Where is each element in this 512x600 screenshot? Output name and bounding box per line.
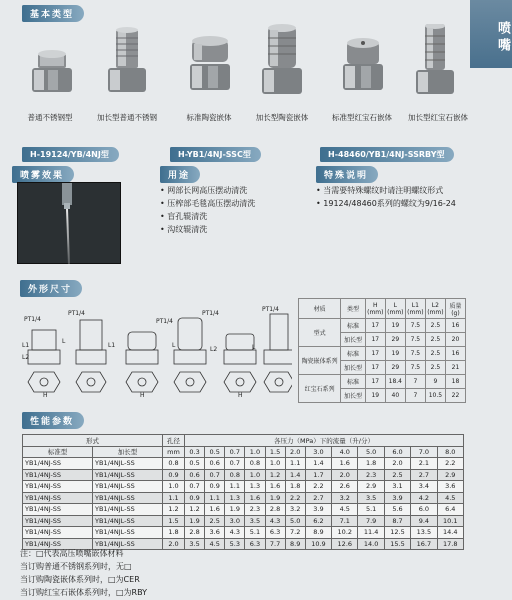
dim-label-h: H	[43, 392, 48, 399]
flow-cell: 2.9	[437, 469, 463, 481]
flow-cell: 6.3	[245, 538, 265, 550]
flow-cell: 3.5	[185, 538, 205, 550]
table-cell: 7.5	[405, 319, 425, 333]
pressure-col-header: 1.5	[265, 446, 285, 458]
table-cell: 40	[385, 389, 405, 403]
flow-cell: 1.9	[225, 504, 245, 516]
table-cell: 21	[445, 361, 465, 375]
table-cell: 2.5	[425, 333, 445, 347]
table-cell: 18	[445, 375, 465, 389]
flow-cell: 1.8	[358, 458, 384, 470]
flow-cell: 4.2	[411, 492, 437, 504]
flow-cell: 13.5	[411, 527, 437, 539]
table-cell: 7	[405, 389, 425, 403]
std-model-cell: YB1/4NJ-SS	[23, 538, 93, 550]
performance-heading: 性能参数	[22, 412, 84, 429]
fitting-label: 普通不锈钢型	[27, 113, 73, 122]
flow-cell: 0.6	[205, 458, 225, 470]
col-header: 材质	[299, 299, 341, 319]
flow-cell: 2.7	[411, 469, 437, 481]
note-line: 注：□代表高压喷嘴嵌体材料	[20, 549, 124, 558]
table-cell: 7.5	[405, 361, 425, 375]
table-cell: 2.5	[425, 361, 445, 375]
table-cell: 17	[365, 347, 385, 361]
hole-cell: 2.0	[163, 538, 185, 550]
flow-cell: 4.5	[332, 504, 358, 516]
dim-label-l: L	[62, 338, 66, 345]
dim-label-l2: L2	[22, 354, 30, 361]
table-row	[23, 515, 464, 527]
list-item: • 盲孔辊清洗	[160, 212, 208, 221]
dim-label-l2: L2	[210, 346, 218, 353]
flow-cell: 1.1	[285, 458, 305, 470]
dim-label-l: L	[252, 344, 256, 351]
form-header: 形式	[23, 435, 163, 447]
col-header: H (mm)	[365, 299, 385, 319]
table-cell: 加长型	[341, 361, 365, 375]
flow-cell: 1.8	[285, 481, 305, 493]
std-model-cell: YB1/4NJ-SS	[23, 481, 93, 493]
flow-cell: 8.9	[305, 527, 331, 539]
flow-cell: 8.9	[285, 538, 305, 550]
table-row	[299, 319, 466, 333]
flow-cell: 2.0	[332, 469, 358, 481]
flow-cell: 14.4	[437, 527, 463, 539]
flow-cell: 5.6	[384, 504, 410, 516]
pressure-col-header: 8.0	[437, 446, 463, 458]
flow-cell: 16.7	[411, 538, 437, 550]
flow-cell: 10.9	[305, 538, 331, 550]
material-cell: 红宝石系列	[299, 375, 341, 403]
table-cell: 19	[365, 389, 385, 403]
flow-cell: 4.5	[205, 538, 225, 550]
ext-model-cell: YB1/4NJL-SS	[93, 527, 163, 539]
pressure-header: 各压力（MPa）下的流量（升/分）	[185, 435, 464, 447]
table-cell: 19	[385, 347, 405, 361]
ext-model-cell: YB1/4NJL-SS	[93, 481, 163, 493]
pressure-col-header: 3.0	[305, 446, 331, 458]
table-cell: 2.5	[425, 319, 445, 333]
list-item: • 网部长网高压摆动清洗	[160, 186, 248, 195]
extended-ruby-fitting-icon	[405, 24, 465, 104]
hole-cell: 1.1	[163, 492, 185, 504]
flow-cell: 2.3	[245, 504, 265, 516]
table-row	[23, 492, 464, 504]
table-row	[23, 504, 464, 516]
table-cell: 2.5	[425, 347, 445, 361]
flow-cell: 3.2	[332, 492, 358, 504]
material-cell: 陶瓷嵌体系列	[299, 347, 341, 375]
outline-dims-heading: 外形尺寸	[20, 280, 82, 297]
table-cell: 标准	[341, 347, 365, 361]
ext-model-cell: YB1/4NJL-SS	[93, 469, 163, 481]
list-item: • 压榨部毛毯高压摆动清洗	[160, 199, 256, 208]
std-model-cell: YB1/4NJ-SS	[23, 515, 93, 527]
flow-cell: 0.6	[185, 469, 205, 481]
usage-list	[160, 184, 255, 236]
table-cell: 17	[365, 375, 385, 389]
col-header: 质量 (g)	[445, 299, 465, 319]
std-model-cell: YB1/4NJ-SS	[23, 458, 93, 470]
flow-cell: 5.0	[285, 515, 305, 527]
special-heading: 特殊说明	[316, 166, 378, 183]
pressure-col-header: 2.0	[285, 446, 305, 458]
note-line: 当订购普通不锈钢系列时，无□	[20, 562, 132, 571]
pressure-col-header: 5.0	[358, 446, 384, 458]
table-cell: 标准	[341, 375, 365, 389]
dim-label-h: H	[140, 392, 145, 399]
flow-cell: 7.1	[332, 515, 358, 527]
flow-cell: 2.1	[411, 458, 437, 470]
flow-cell: 0.9	[185, 492, 205, 504]
flow-cell: 10.2	[332, 527, 358, 539]
flow-cell: 0.7	[205, 469, 225, 481]
flow-cell: 2.2	[437, 458, 463, 470]
flow-cell: 2.2	[305, 481, 331, 493]
table-row	[23, 458, 464, 470]
col-header: L (mm)	[385, 299, 405, 319]
flow-cell: 3.1	[384, 481, 410, 493]
table-cell: 9	[425, 375, 445, 389]
flow-cell: 14.0	[358, 538, 384, 550]
thread-label: PT1/4	[68, 310, 85, 317]
flow-cell: 1.2	[265, 469, 285, 481]
hole-cell: 1.2	[163, 504, 185, 516]
flow-cell: 3.6	[437, 481, 463, 493]
flow-cell: 0.8	[225, 469, 245, 481]
flow-cell: 12.6	[332, 538, 358, 550]
flow-cell: 2.3	[358, 469, 384, 481]
table-row	[23, 469, 464, 481]
std-model-cell: YB1/4NJ-SS	[23, 492, 93, 504]
dim-label-l1: L1	[22, 342, 30, 349]
flow-cell: 6.0	[411, 504, 437, 516]
hole-cell: 1.5	[163, 515, 185, 527]
flow-cell: 11.4	[358, 527, 384, 539]
hole-cell: 1.0	[163, 481, 185, 493]
special-list	[316, 184, 456, 210]
flow-cell: 5.1	[358, 504, 384, 516]
flow-cell: 7.7	[265, 538, 285, 550]
table-cell: 7	[405, 375, 425, 389]
flow-cell: 1.4	[305, 458, 331, 470]
hole-header: 孔径	[163, 435, 185, 447]
flow-cell: 3.4	[411, 481, 437, 493]
pressure-col-header: 0.7	[225, 446, 245, 458]
flow-cell: 17.8	[437, 538, 463, 550]
flow-cell: 10.1	[437, 515, 463, 527]
flow-cell: 1.3	[225, 492, 245, 504]
flow-cell: 3.5	[245, 515, 265, 527]
flow-cell: 4.3	[265, 515, 285, 527]
table-cell: 29	[385, 361, 405, 375]
table-cell: 18.4	[385, 375, 405, 389]
flow-cell: 0.9	[205, 481, 225, 493]
col-header: L2 (mm)	[425, 299, 445, 319]
performance-table	[22, 434, 464, 550]
dimensions-table	[298, 298, 466, 403]
thread-label: PT1/4	[262, 306, 279, 313]
flow-cell: 3.2	[285, 504, 305, 516]
table-cell: 19	[385, 319, 405, 333]
flow-cell: 2.5	[205, 515, 225, 527]
flow-cell: 1.9	[265, 492, 285, 504]
table-cell: 29	[385, 333, 405, 347]
table-cell: 加长型	[341, 389, 365, 403]
flow-cell: 1.9	[185, 515, 205, 527]
flow-cell: 1.0	[265, 458, 285, 470]
flow-cell: 3.6	[205, 527, 225, 539]
table-cell: 16	[445, 319, 465, 333]
table-cell: 7.5	[405, 333, 425, 347]
col-header: 类型	[341, 299, 365, 319]
flow-cell: 2.6	[332, 481, 358, 493]
table-cell: 20	[445, 333, 465, 347]
list-item: • 当需要特殊螺纹时请注明螺纹形式	[316, 186, 444, 195]
flow-cell: 6.2	[305, 515, 331, 527]
ext-model-cell: YB1/4NJL-SS	[93, 538, 163, 550]
flow-cell: 1.3	[245, 481, 265, 493]
ext-model-cell: YB1/4NJL-SS	[93, 492, 163, 504]
fitting-label: 标准型红宝石嵌体	[332, 113, 392, 122]
flow-cell: 4.5	[437, 492, 463, 504]
pressure-col-header: 4.0	[332, 446, 358, 458]
flow-cell: 15.5	[384, 538, 410, 550]
flow-cell: 1.6	[332, 458, 358, 470]
flow-cell: 2.8	[185, 527, 205, 539]
list-item: • 19124/48460系列的螺纹为9/16-24	[316, 199, 456, 208]
pressure-col-header: 1.0	[245, 446, 265, 458]
flow-cell: 1.2	[185, 504, 205, 516]
list-item: • 沟纹辊清洗	[160, 225, 208, 234]
flow-cell: 1.1	[225, 481, 245, 493]
std-header: 标准型	[23, 446, 93, 458]
flow-cell: 7.9	[358, 515, 384, 527]
std-model-cell: YB1/4NJ-SS	[23, 469, 93, 481]
dimension-diagrams	[22, 306, 292, 399]
standard-fitting-icon	[22, 24, 82, 104]
table-cell: 17	[365, 361, 385, 375]
dim-label-l1: L1	[108, 342, 116, 349]
flow-cell: 0.8	[245, 458, 265, 470]
flow-cell: 1.4	[285, 469, 305, 481]
flow-cell: 4.3	[225, 527, 245, 539]
hole-cell: 0.9	[163, 469, 185, 481]
fitting-label: 加长型红宝石嵌体	[408, 113, 468, 122]
ruby-fitting-icon	[333, 24, 393, 104]
flow-cell: 1.6	[265, 481, 285, 493]
ext-model-cell: YB1/4NJL-SS	[93, 515, 163, 527]
ceramic-fitting-icon	[180, 24, 240, 104]
table-row	[299, 375, 466, 389]
extended-ceramic-fitting-icon	[252, 24, 312, 104]
flow-cell: 5.3	[225, 538, 245, 550]
spray-photo	[17, 182, 121, 264]
thread-label: PT1/4	[202, 310, 219, 317]
table-cell: 16	[445, 347, 465, 361]
flow-cell: 1.7	[305, 469, 331, 481]
spray-effect-heading: 喷雾效果	[12, 166, 74, 183]
table-cell: 7.5	[405, 347, 425, 361]
flow-cell: 3.9	[305, 504, 331, 516]
material-cell: 型式	[299, 319, 341, 347]
flow-cell: 2.7	[305, 492, 331, 504]
dim-label-h: H	[238, 392, 243, 399]
table-cell: 10.5	[425, 389, 445, 403]
table-row	[23, 527, 464, 539]
hole-cell: 0.8	[163, 458, 185, 470]
basic-types-heading: 基本类型	[22, 5, 84, 22]
table-cell: 22	[445, 389, 465, 403]
fitting-label: 标准陶瓷嵌体	[186, 113, 232, 122]
flow-cell: 2.5	[384, 469, 410, 481]
flow-cell: 0.7	[225, 458, 245, 470]
table-cell: 加长型	[341, 333, 365, 347]
thread-label: PT1/4	[24, 316, 41, 323]
ext-model-cell: YB1/4NJL-SS	[93, 504, 163, 516]
thread-label: PT1/4	[156, 318, 173, 325]
flow-cell: 2.9	[358, 481, 384, 493]
flow-cell: 1.0	[245, 469, 265, 481]
flow-cell: 2.0	[384, 458, 410, 470]
pressure-col-header: 6.0	[384, 446, 410, 458]
flow-cell: 9.4	[411, 515, 437, 527]
flow-cell: 0.7	[185, 481, 205, 493]
dim-label-l: L	[172, 342, 176, 349]
note-line: 当订购陶瓷嵌体系列时，□为CER	[20, 575, 140, 584]
table-cell: 标准	[341, 319, 365, 333]
flow-cell: 6.4	[437, 504, 463, 516]
flow-cell: 3.0	[225, 515, 245, 527]
flow-cell: 8.7	[384, 515, 410, 527]
hole-cell: 1.8	[163, 527, 185, 539]
pressure-col-header: 0.3	[185, 446, 205, 458]
std-model-cell: YB1/4NJ-SS	[23, 527, 93, 539]
model-label: H-19124/YB/4NJ型	[22, 147, 119, 162]
ext-model-cell: YB1/4NJL-SS	[93, 458, 163, 470]
model-label: H-48460/YB1/4NJ-SSRBY型	[320, 147, 454, 162]
table-cell: 17	[365, 319, 385, 333]
flow-cell: 1.6	[245, 492, 265, 504]
table-cell: 17	[365, 333, 385, 347]
table-row	[23, 481, 464, 493]
flow-cell: 5.1	[245, 527, 265, 539]
table-row	[299, 347, 466, 361]
side-tab: 喷嘴	[470, 0, 512, 68]
flow-cell: 2.2	[285, 492, 305, 504]
flow-cell: 12.5	[384, 527, 410, 539]
mm-header: mm	[163, 446, 185, 458]
fitting-label: 加长型普通不锈钢	[97, 113, 157, 122]
flow-cell: 3.5	[358, 492, 384, 504]
ext-header: 加长型	[93, 446, 163, 458]
flow-cell: 2.8	[265, 504, 285, 516]
flow-cell: 3.9	[384, 492, 410, 504]
col-header: L1 (mm)	[405, 299, 425, 319]
fitting-label: 加长型陶瓷嵌体	[255, 113, 309, 122]
flow-cell: 7.2	[285, 527, 305, 539]
pressure-col-header: 7.0	[411, 446, 437, 458]
model-label: H-YB1/4NJ-SSC型	[170, 147, 261, 162]
flow-cell: 1.1	[205, 492, 225, 504]
flow-cell: 6.3	[265, 527, 285, 539]
notes	[20, 547, 147, 599]
flow-cell: 1.6	[205, 504, 225, 516]
pressure-col-header: 0.5	[205, 446, 225, 458]
note-line: 当订购红宝石嵌体系列时，□为RBY	[20, 588, 148, 597]
flow-cell: 0.5	[185, 458, 205, 470]
extended-fitting-icon	[97, 24, 157, 104]
usage-heading: 用途	[160, 166, 200, 183]
std-model-cell: YB1/4NJ-SS	[23, 504, 93, 516]
